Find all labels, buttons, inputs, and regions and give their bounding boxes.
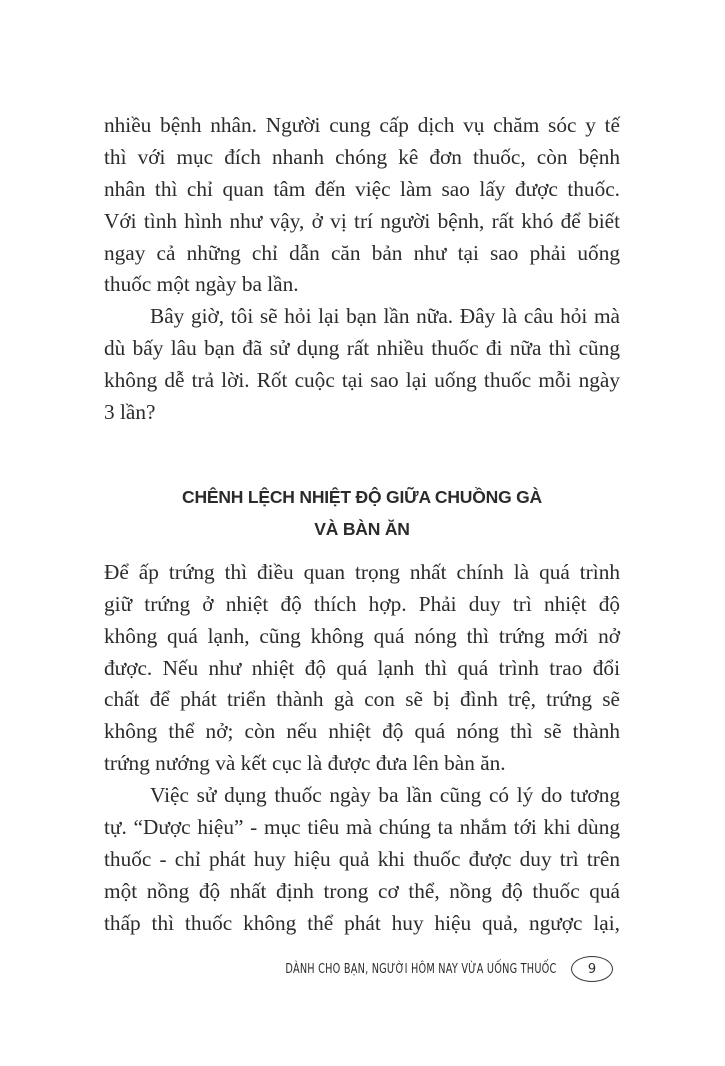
text-line: ngay cả những chỉ dẫn căn bản như tại sao phải uống [104, 240, 620, 265]
paragraph [104, 301, 620, 429]
text-line: nhân thì chỉ quan tâm đến việc làm sao lấy được thuốc. [104, 176, 620, 201]
paragraph [104, 557, 620, 780]
body-text-bottom [104, 557, 620, 940]
text-line: thấp thì thuốc không thể phát huy hiệu quả, ngược lại, [104, 910, 620, 935]
running-footer-title: DÀNH CHO BẠN, NGƯỜI HÔM NAY VỪA UỐNG THUỐC [285, 961, 557, 977]
text-line: 3 lần? [104, 400, 156, 425]
text-line: nhiều bệnh nhân. Người cung cấp dịch vụ chăm sóc y tế [104, 113, 620, 137]
text-line: một nồng độ nhất định trong cơ thể, nồng độ thuốc quá [104, 878, 620, 903]
page-number: 9 [571, 956, 613, 982]
text-line: thuốc - chỉ phát huy hiệu quả khi thuốc được duy trì trên [104, 846, 620, 871]
section-heading [104, 481, 620, 545]
section-heading-line-2: VÀ BÀN ĂN [314, 518, 410, 539]
text-line: thì với mục đích nhanh chóng kê đơn thuốc, còn bệnh [104, 144, 620, 169]
text-line: không thể nở; còn nếu nhiệt độ quá nóng thì sẽ thành [104, 719, 620, 744]
page-footer [180, 956, 613, 982]
text-line: tự. “Dược hiệu” - mục tiêu mà chúng ta nhắm tới khi dùng [104, 815, 620, 840]
text-line: Việc sử dụng thuốc ngày ba lần cũng có lý do tương [150, 783, 620, 808]
paragraph [104, 110, 620, 301]
text-line: không dễ trả lời. Rốt cuộc tại sao lại uống thuốc mỗi ngày [104, 368, 620, 393]
text-line: Bây giờ, tôi sẽ hỏi lại bạn lần nữa. Đây là câu hỏi mà [150, 304, 620, 329]
text-line: chất để phát triển thành gà con sẽ bị đình trệ, trứng sẽ [104, 687, 620, 712]
section-heading-line-1: CHÊNH LỆCH NHIỆT ĐỘ GIỮA CHUỒNG GÀ [182, 486, 542, 507]
text-line: trứng nướng và kết cục là được đưa lên bàn ăn. [104, 751, 506, 776]
text-line: Với tình hình như vậy, ở vị trí người bệnh, rất khó để biết [104, 208, 620, 233]
text-line: Để ấp trứng thì điều quan trọng nhất chính là quá trình [104, 559, 620, 584]
text-line: được. Nếu như nhiệt độ quá lạnh thì quá trình trao đổi [104, 655, 620, 680]
paragraph [104, 780, 620, 939]
text-line: dù bấy lâu bạn đã sử dụng rất nhiều thuốc đi nữa thì cũng [104, 336, 620, 361]
text-line: giữ trứng ở nhiệt độ thích hợp. Phải duy trì nhiệt độ [104, 591, 620, 616]
text-line: thuốc một ngày ba lần. [104, 272, 299, 297]
text-line: không quá lạnh, cũng không quá nóng thì trứng mới nở [104, 623, 620, 648]
body-text-top [104, 110, 620, 429]
page-body [104, 110, 620, 940]
